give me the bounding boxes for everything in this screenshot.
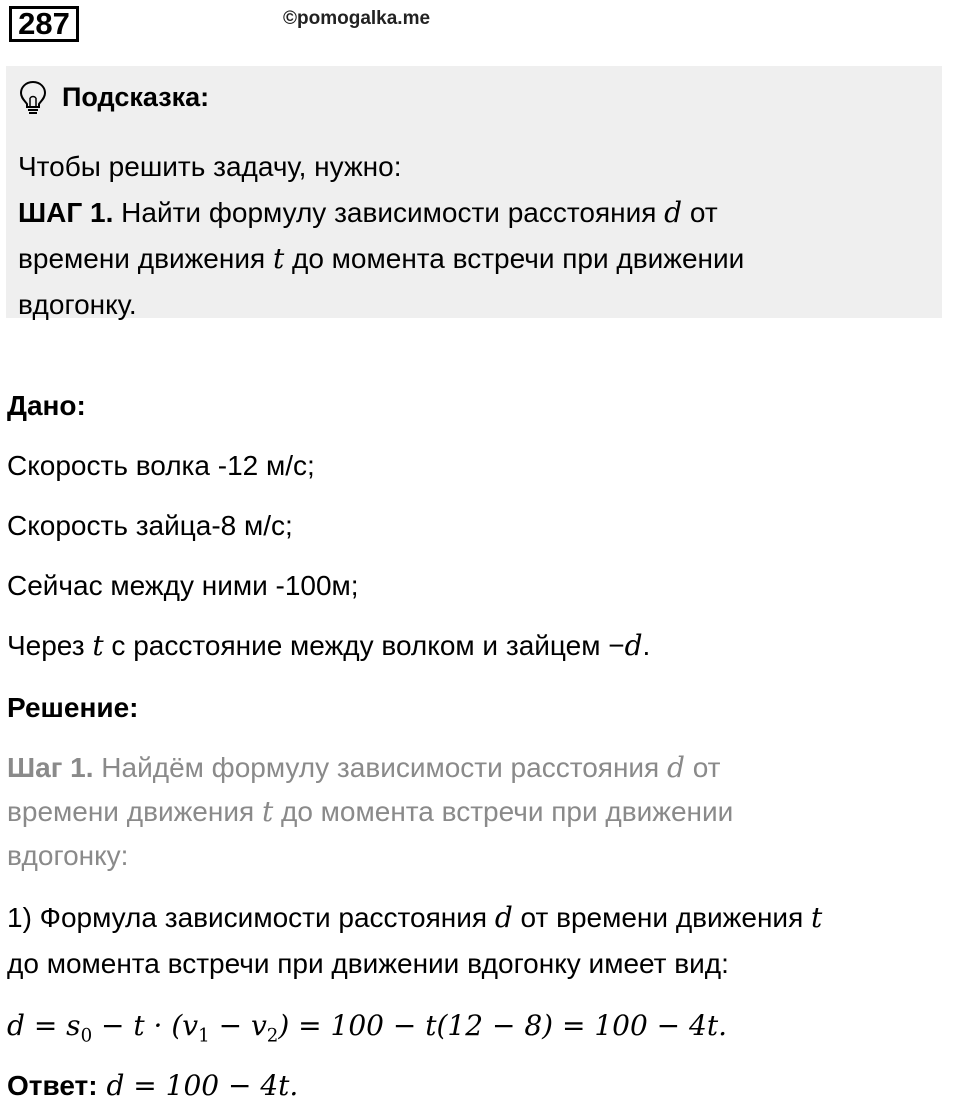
hint-body bbox=[18, 144, 918, 328]
solution-step-line-3: вдогонку: bbox=[7, 840, 129, 871]
formula-subscript: 1 bbox=[198, 1025, 210, 1047]
hint-text: от bbox=[682, 197, 718, 228]
var-d: d bbox=[494, 901, 513, 934]
solution-p1-line-2: до момента встречи при движении вдогонку имеет вид: bbox=[7, 948, 729, 979]
formula-part: − t · (v bbox=[92, 1009, 199, 1042]
solution-text: от bbox=[684, 752, 721, 783]
given-line-3: Сейчас между ними -100м; bbox=[7, 570, 359, 601]
given-line-1: Скорость волка -12 м/с; bbox=[7, 450, 315, 481]
formula-part: ) = 100 − t(12 − 8) = 100 − 4t. bbox=[278, 1009, 727, 1042]
hint-box bbox=[6, 66, 942, 318]
solution-title: Решение: bbox=[7, 692, 139, 723]
var-d: d bbox=[664, 196, 683, 229]
hint-step-label: ШАГ 1. bbox=[18, 197, 114, 228]
formula-subscript: 0 bbox=[80, 1025, 93, 1047]
solution-step-line-1 bbox=[7, 746, 720, 790]
given-text: Через bbox=[7, 630, 93, 661]
solution-text: Найдём формулу зависимости расстояния bbox=[93, 752, 667, 783]
answer-label: Ответ: bbox=[7, 1070, 98, 1101]
given-line-4 bbox=[7, 624, 650, 668]
given-title: Дано: bbox=[7, 390, 86, 421]
var-d: d bbox=[624, 629, 643, 662]
given-text: . bbox=[642, 630, 651, 661]
solution-text: от времени движения bbox=[512, 902, 812, 933]
formula-part: − v bbox=[209, 1009, 267, 1042]
formula-part: d = s bbox=[7, 1009, 81, 1042]
solution-step-label: Шаг 1. bbox=[7, 752, 94, 783]
hint-intro: Чтобы решить задачу, нужно: bbox=[18, 151, 402, 182]
hint-text: времени движения bbox=[18, 243, 273, 274]
given-text: с расстояние между волком и зайцем − bbox=[103, 630, 625, 661]
var-d: d bbox=[666, 751, 685, 784]
solution-text: 1) Формула зависимости расстояния bbox=[7, 902, 495, 933]
answer-value: d = 100 − 4t. bbox=[97, 1069, 299, 1102]
given-line-2: Скорость зайца-8 м/с; bbox=[7, 510, 293, 541]
var-t: t bbox=[272, 242, 285, 275]
solution-step-line-2 bbox=[7, 790, 733, 834]
hint-step-line-2 bbox=[18, 236, 918, 282]
var-t: t bbox=[261, 795, 274, 828]
solution-text: до момента встречи при движении bbox=[273, 796, 734, 827]
watermark: ©pomogalka.me bbox=[283, 8, 431, 29]
formula-subscript: 2 bbox=[266, 1025, 279, 1047]
solution-text: времени движения bbox=[7, 796, 262, 827]
lightbulb-icon bbox=[18, 80, 48, 116]
formula bbox=[7, 1004, 727, 1048]
hint-step-line-1 bbox=[18, 190, 918, 236]
var-t: t bbox=[92, 629, 104, 662]
task-number: 287 bbox=[9, 6, 79, 42]
hint-title: Подсказка: bbox=[62, 82, 210, 112]
answer bbox=[7, 1064, 298, 1108]
var-t: t bbox=[811, 901, 823, 934]
solution-p1-line-1 bbox=[7, 896, 822, 940]
hint-text: Найти формулу зависимости расстояния bbox=[113, 197, 665, 228]
hint-step-line-3: вдогонку. bbox=[18, 289, 137, 320]
hint-text: до момента встречи при движении bbox=[284, 243, 745, 274]
